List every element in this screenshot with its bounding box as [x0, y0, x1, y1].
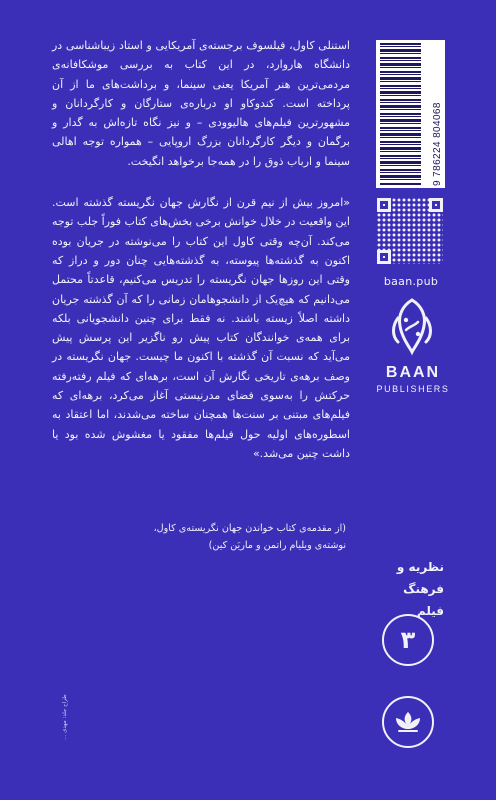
- qr-finder-bottom-left: [377, 250, 391, 264]
- series-number-badge: [382, 614, 434, 666]
- qr-code[interactable]: [377, 198, 443, 264]
- quote-paragraph: «امروز بیش از نیم قرن از نگارش جهان نگریسته گذشته است. این واقعیت در خلال خوانش برخی بخش‌های کتاب فوراً جلب توجه می‌کند. آن‌چه وقتی کاول این کتاب را می‌نوشته در جریان بوده اکنون به گذشته‌ها پیوسته، به گذشته‌هایی چنان دور و دراز که وقتی این روزها جهان نگریسته را تدریس می‌کنیم، قاعدتاً محتمل می‌دانیم که هیچ‌یک از دانشجوهامان زمانی را که آن گذشته جریان داشته اصلاً زیسته باشند. نه فقط برای چنین دانشجویانی بلکه برای همه‌ی خوانندگان کتاب پیش رو ناگزیر این پرسش پیش می‌آید که نسبت آن گذشته با اکنون ما چیست. جهان نگریسته در وصف برهه‌ی تاریخی نگارش آن است، برهه‌ای که فیلم رفته‌رفته حرکتش را به‌سوی فضای مدرنیستی آغاز می‌کرد، برهه‌ای که فیلم‌های مبتنی بر سنت‌ها همچنان ساخته می‌شدند، اما اعتقاد به اسطوره‌های اولیه حول فیلم‌ها مفقود یا مغشوش شده بود یا داشت چنین می‌شد.»: [51, 196, 350, 460]
- qr-finder-top-right: [429, 198, 443, 212]
- publisher-subtitle: PUBLISHERS: [376, 384, 450, 394]
- back-cover-text: [52, 36, 350, 463]
- isbn-digits: 9 786224 804068: [432, 102, 443, 186]
- barcode-bars: [380, 43, 421, 185]
- series-title-line-2: فرهنگ فیلم: [403, 582, 444, 618]
- citation-line-2: نوشته‌ی ویلیام راتمن و ماریَن کین): [208, 540, 346, 551]
- series-title: [378, 556, 444, 622]
- publisher-brand: [370, 364, 456, 394]
- publisher-url[interactable]: baan.pub: [383, 275, 439, 288]
- series-title-line-1: نظریه و: [396, 560, 444, 574]
- series-emblem: [382, 696, 434, 748]
- quote-citation: [150, 520, 346, 554]
- series-number: ۳: [400, 626, 416, 654]
- designer-credit: طراح جلد: مهدی ...: [62, 694, 68, 740]
- citation-line-1: (از مقدمه‌ی کتاب خواندن جهان نگریسته‌ی کاول،: [153, 523, 346, 534]
- lotus-icon: [393, 710, 423, 734]
- isbn-barcode: [376, 40, 445, 188]
- publisher-name: BAAN: [385, 364, 441, 381]
- baan-logo-icon: [384, 296, 440, 356]
- qr-finder-top-left: [377, 198, 391, 212]
- synopsis-paragraph: استنلی کاول، فیلسوف برجسته‌ی آمریکایی و استاد زیباشناسی در دانشگاه هاروارد، در این کتاب به بررسی موشکافانه‌ی مردمی‌ترین هنر آمریکا یعنی سینما، و برداشت‌های ما از آن پرداخته است. کندوکاو او درباره‌ی ستارگان و کارگردانان و مشهورترین فیلم‌های هالیوودی – و نیز نگاه تازه‌اش به گدار و برگمان و دیگر کارگردانان بزرگ اروپایی – همواره توجه اهالی سینما و ارباب ذوق را در همه‌جا برخواهد انگیخت.: [52, 39, 350, 168]
